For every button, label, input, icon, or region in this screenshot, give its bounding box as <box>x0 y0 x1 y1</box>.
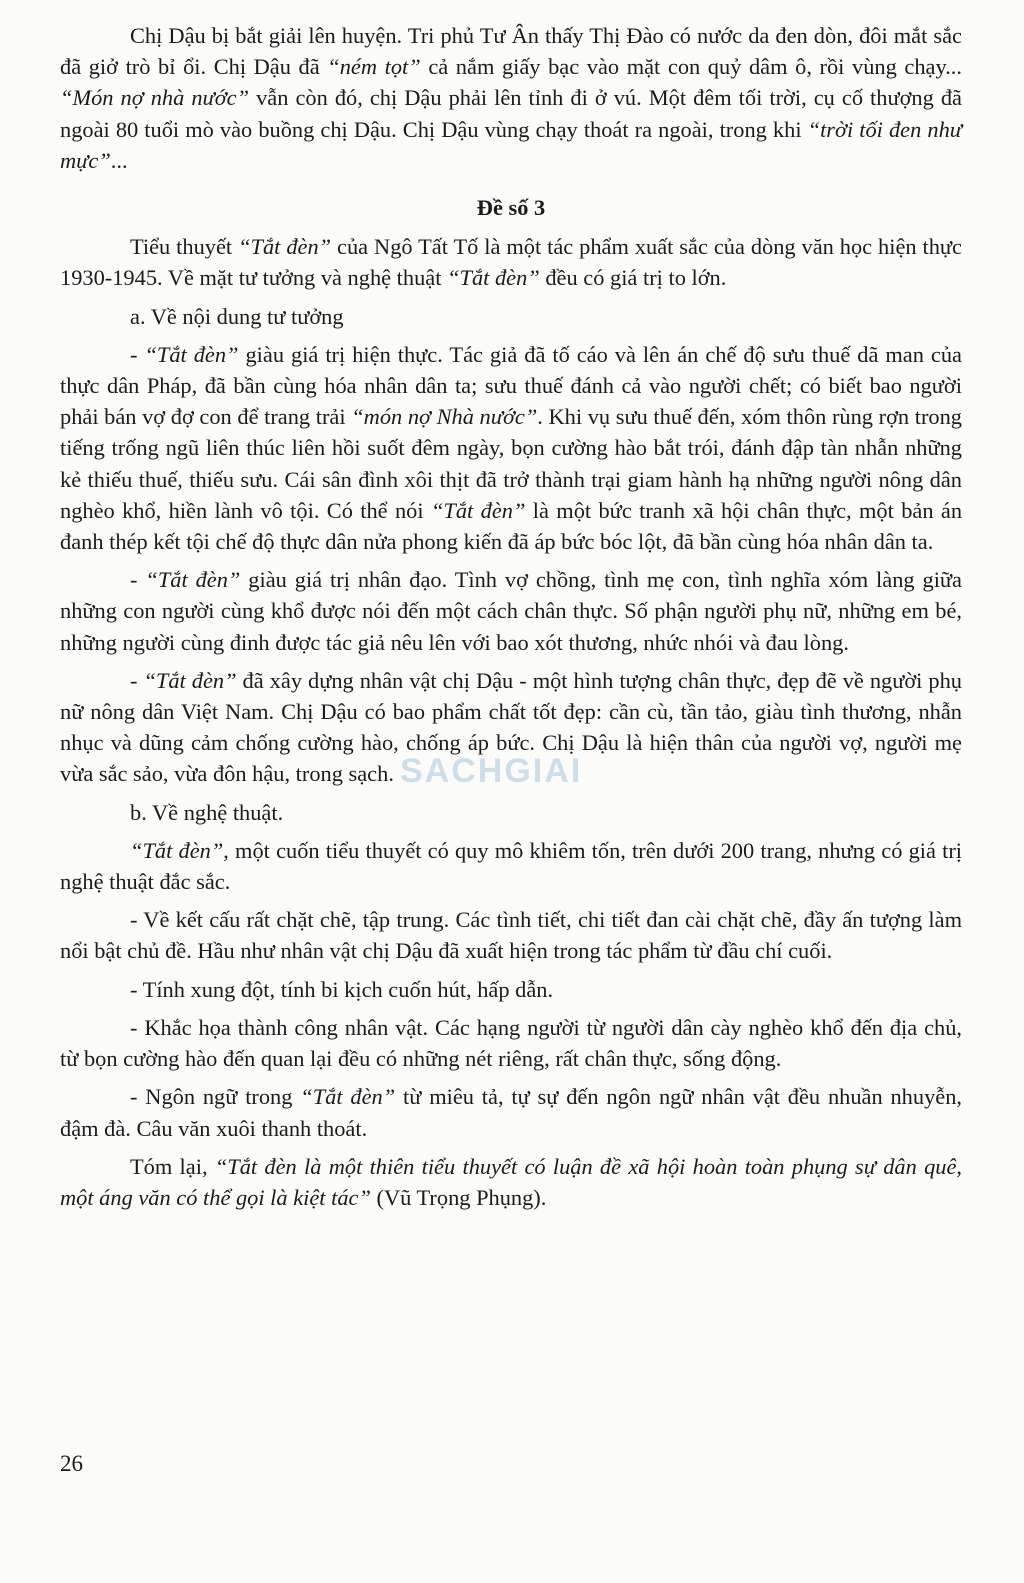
text-run: là một bức tranh xã hội chân thực, một bản án đanh thép kết tội chế độ thực dân nửa phong kiến đã áp bức bóc lột, đã bần cùng hóa nhân dân ta. <box>60 497 963 555</box>
conclusion-paragraph <box>60 1151 962 1213</box>
quote: “món nợ Nhà nước” <box>351 404 538 430</box>
title-quote: “Tắt đèn” <box>430 497 526 523</box>
text-run: đã xây dựng nhân vật chị Dậu - một hình tượng chân thực, đẹp đẽ về người phụ nữ nông dân Việt Nam. Chị Dậu có bao phẩm chất tốt đẹp: cần cù, tần tảo, giàu tình thương, nhẫn nhục và dũng cảm chống cường hào, chống áp bức. Chị Dậu là hiện thân của người vợ, người mẹ vừa sắc sảo, vừa đôn hậu, trong sạch. <box>60 667 962 787</box>
section-heading: Đề số 3 <box>476 195 546 221</box>
text-run: đều có giá trị to lớn. <box>539 265 727 291</box>
intro-paragraph <box>60 20 962 176</box>
text-run: - <box>130 567 146 593</box>
watermark-logo: SACHGIAI <box>400 752 583 790</box>
intro3-paragraph <box>60 231 962 293</box>
quote: “Tắt đèn là một thiên tiểu thuyết có luận đề xã hội hoàn toàn phụng sự dân quê, một áng văn có thể gọi là kiệt tác” <box>60 1153 963 1210</box>
text-run: - <box>130 667 144 693</box>
text-run: giàu giá trị hiện thực. Tác giả đã tố cáo và lên án chế độ sưu thuế dã man của thực dân Pháp, đã bần cùng hóa nhân dân ta; sưu thuế đánh cả vào người chết; có biết bao người phải bán vợ đợ con để trang trải <box>60 341 962 430</box>
quote: “ném tọt” <box>327 54 421 80</box>
paragraph-conflict: - Tính xung đột, tính bi kịch cuốn hút, hấp dẫn. <box>130 976 554 1002</box>
text-run: của Ngô Tất Tố là một tác phẩm xuất sắc của dòng văn học hiện thực 1930-1945. Về mặt tư tưởng và nghệ thuật <box>60 234 963 291</box>
text-run: vẫn còn đó, chị Dậu phải lên tỉnh đi ở vú. Một đêm tối trời, cụ cố thượng đã ngoài 80 tuổi mò vào buồng chị Dậu. Chị Dậu vùng chạy thoát ra ngoài, trong khi <box>60 85 962 142</box>
paragraph-scale <box>60 835 962 897</box>
text-run: . Khi vụ sưu thuế đến, xóm thôn rùng rợn trong tiếng trống ngũ liên thúc liên hồi suốt đêm ngày, bọn cường hào bắt trói, đánh đập tàn nhẫn những kẻ thiếu thuế, thiếu sưu. Cái sân đình xôi thịt đã trở thành trại giam hành hạ những người nông dân nghèo khổ, hiền lành vô tội. Có thể nói <box>60 404 962 523</box>
quote: “trời tối đen như mực” <box>60 116 962 173</box>
paragraph-language <box>60 1081 962 1143</box>
text-run: Tóm lại, <box>130 1153 215 1179</box>
paragraph-characterization: - Khắc họa thành công nhân vật. Các hạng người từ người dân cày nghèo khổ đến địa chủ, từ bọn cường hào đến quan lại đều có những nét riêng, rất chân thực, sống động. <box>60 1014 962 1072</box>
title-quote: “Tắt đèn” <box>144 341 239 367</box>
paragraph-humanism <box>60 564 962 658</box>
title-quote: “Tắt đèn” <box>145 567 241 593</box>
text-run: ... <box>110 147 128 173</box>
subsection-b: b. Về nghệ thuật. <box>130 799 284 825</box>
page-number: 26 <box>60 1451 83 1476</box>
text-run: - Ngôn ngữ trong <box>130 1084 301 1110</box>
text-run: giàu giá trị nhân đạo. Tình vợ chồng, tình mẹ con, tình nghĩa xóm làng giữa những con người cùng khổ được nói đến một cách chân thực. Số phận người phụ nữ, những em bé, những người cùng đinh được tác giả nêu lên với bao xót thương, nhức nhói và đau lòng. <box>60 567 962 655</box>
text-run: , một cuốn tiểu thuyết có quy mô khiêm tốn, trên dưới 200 trang, nhưng có giá trị nghệ thuật đắc sắc. <box>60 837 962 895</box>
title-quote: “Tắt đèn” <box>300 1084 396 1110</box>
title-quote: “Tắt đèn” <box>143 667 237 693</box>
quote: “Món nợ nhà nước” <box>60 85 250 111</box>
paragraph-realism <box>60 339 962 557</box>
text-run: (Vũ Trọng Phụng). <box>370 1184 547 1210</box>
title-quote: “Tắt đèn” <box>238 234 332 260</box>
text-run: từ miêu tả, tự sự đến ngôn ngữ nhân vật đều nhuần nhuyễn, đậm đà. Câu văn xuôi thanh thoát. <box>60 1084 962 1141</box>
text-run: Tiểu thuyết <box>130 234 239 260</box>
title-quote: “Tắt đèn” <box>447 265 540 291</box>
subsection-a: a. Về nội dung tư tưởng <box>130 303 344 329</box>
page-body <box>60 20 962 1213</box>
title-quote: “Tắt đèn” <box>130 837 224 863</box>
paragraph-character <box>60 665 962 790</box>
text-run: cả nắm giấy bạc vào mặt con quỷ dâm ô, rồi vùng chạy... <box>420 54 962 80</box>
text-run: - <box>130 341 145 367</box>
paragraph-structure: - Về kết cấu rất chặt chẽ, tập trung. Các tình tiết, chi tiết đan cài chặt chẽ, đầy ấn tượng làm nổi bật chủ đề. Hầu như nhân vật chị Dậu đã xuất hiện trong tác phẩm từ đầu chí cuối. <box>60 907 962 964</box>
text-run: Chị Dậu bị bắt giải lên huyện. Tri phủ Tư Ân thấy Thị Đào có nước da đen dòn, đôi mắt sắc đã giở trò bỉ ổi. Chị Dậu đã <box>60 23 962 80</box>
